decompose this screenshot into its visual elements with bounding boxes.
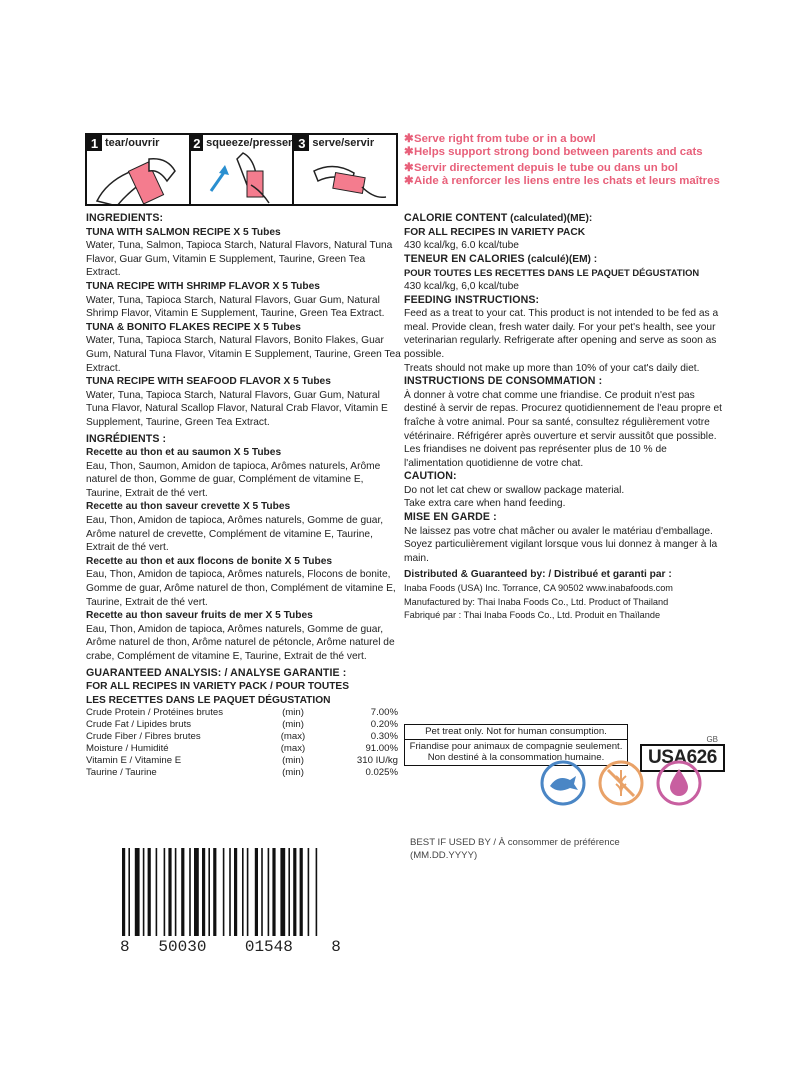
fish-badge-icon (540, 760, 586, 806)
barcode-bar (164, 848, 166, 936)
barcode (112, 848, 372, 938)
distributor-line: Manufactured by: Thai Inaba Foods Co., Ltd. Product of Thailand (404, 596, 669, 607)
calorie-heading: CALORIE CONTENT (calculated)(ME): (404, 212, 593, 224)
recipe-title: TUNA & BONITO FLAKES RECIPE X 5 Tubes (86, 321, 301, 333)
barcode-digit: 8 (331, 938, 341, 956)
barcode-bar (300, 848, 303, 936)
barcode-bar (143, 848, 145, 936)
best-by (410, 836, 620, 862)
recipe-title-fr: Recette au thon et au saumon X 5 Tubes (86, 447, 282, 459)
table-row: Vitamin E / Vitamine E (min) 310 IU/kg (86, 755, 398, 767)
calorie-heading-fr: TENEUR EN CALORIES (calculé)(EM) : (404, 252, 598, 265)
caution-text: Do not let cat chew or swallow package material. (404, 484, 625, 496)
feeding-text: Treats should not make up more than 10% of your cat's daily diet. (404, 362, 700, 374)
step-label: serve/servir (312, 137, 375, 149)
recipe-title: TUNA WITH SALMON RECIPE X 5 Tubes (86, 226, 281, 238)
recipe-title-fr: Recette au thon saveur crevette X 5 Tubes (86, 501, 291, 513)
feeding-text-fr: À donner à votre chat comme une friandise. Ce produit n'est pas destiné à servir de repas. Procurez quotidiennement de l'eau propre et fraîche à votre animal. Pour sa santé, consultez régulièrement votre vétérinaire. Réfrigérer après ouverture et servir aussitôt que possible. (404, 389, 722, 442)
barcode-bar (122, 848, 125, 936)
step-label: squeeze/presser (206, 137, 293, 149)
serve-tube-icon (294, 151, 396, 204)
barcode-bar (168, 848, 171, 936)
barcode-bar (293, 848, 296, 936)
water-drop-badge-icon (656, 760, 702, 806)
usa-code: USA626 (640, 744, 725, 772)
recipe-text: Water, Tuna, Tapioca Starch, Natural Flavors, Bonito Flakes, Guar Gum, Natural Tuna Flavor, Vitamin E Supplement, Taurine, Green Tea Extract. (86, 335, 401, 374)
ingredients-fr-heading: INGRÉDIENTS : (86, 432, 167, 445)
feeding-text: Feed as a treat to your cat. This product is not intended to be fed as a meal. Provide clean, fresh water daily. For your pet's health, see your veterinarian regularly. Refrigerate after opening and serve as soon as possible. (404, 308, 719, 360)
usage-steps (85, 133, 398, 206)
ingredients-panel (86, 212, 402, 779)
calorie-sub-fr: POUR TOUTES LES RECETTES DANS LE PAQUET DÉGUSTATION (404, 267, 700, 279)
step-tear (87, 135, 191, 204)
caution-text: Take extra care when hand feeding. (404, 498, 566, 510)
barcode-bar (189, 848, 191, 936)
recipe-text-fr: Eau, Thon, Saumon, Amidon de tapioca, Arômes naturels, Arôme naturel de thon, Gomme de guar, Complément de vitamine E, Taurine, Extrait de thé vert. (86, 460, 381, 499)
recipe-title: TUNA RECIPE WITH SHRIMP FLAVOR X 5 Tubes (86, 280, 320, 292)
barcode-digits (120, 938, 341, 956)
barcode-bar (229, 848, 231, 936)
barcode-bar (268, 848, 270, 936)
caution-text-fr: Ne laissez pas votre chat mâcher ou avaler le matériau d'emballage. Soyez particulièrement vigilant lorsque vous lui donnez à manger à la main. (404, 525, 718, 564)
info-panel (404, 212, 724, 623)
barcode-bar (128, 848, 130, 936)
feeding-heading-fr: INSTRUCTIONS DE CONSOMMATION : (404, 375, 603, 388)
barcode-digit: 8 (120, 938, 130, 956)
barcode-bar (213, 848, 216, 936)
analysis-sub: FOR ALL RECIPES IN VARIETY PACK / POUR TOUTES (86, 681, 350, 693)
best-by-label: BEST IF USED BY / À consommer de préférence (410, 837, 620, 848)
barcode-bar (242, 848, 244, 936)
barcode-bar (288, 848, 290, 936)
step-number: 2 (191, 135, 203, 151)
notice-line: Non destiné à la consommation humaine. (427, 752, 605, 763)
feeding-text-fr: Les friandises ne doivent pas représenter plus de 10 % de l'alimentation quotidienne de votre chat. (404, 444, 667, 469)
star-icon: ✱ (404, 175, 414, 187)
table-row: Taurine / Taurine (min) 0.025% (86, 767, 398, 779)
feature-badges (540, 760, 702, 806)
analysis-table (86, 707, 398, 779)
analysis-heading: GUARANTEED ANALYSIS: / ANALYSE GARANTIE : (86, 666, 347, 679)
barcode-digit-group: 50030 (158, 938, 207, 956)
calorie-value: 430 kcal/kg, 6.0 kcal/tube (404, 240, 519, 252)
table-row: Crude Fiber / Fibres brutes (max) 0.30% (86, 731, 398, 743)
promo-line: ✱Helps support strong bond between parents and cats (404, 146, 703, 158)
barcode-bar (156, 848, 158, 936)
barcode-bar (308, 848, 310, 936)
caution-heading-fr: MISE EN GARDE : (404, 511, 497, 524)
recipe-title-fr: Recette au thon et aux flocons de bonite X 5 Tubes (86, 555, 333, 567)
step-serve (294, 135, 396, 204)
step-number: 3 (294, 135, 309, 151)
code-prefix: GB (706, 735, 718, 744)
recipe-text-fr: Eau, Thon, Amidon de tapioca, Arômes naturels, Gomme de guar, Arôme naturel de thon, Arôme naturel de pétoncle, Arôme naturel de crabe, Complément de vitamine E, Taurine, Extrait de thé vert. (86, 623, 395, 662)
distributor-heading: Distributed & Guaranteed by: / Distribué et garanti par : (404, 569, 672, 581)
distributor-line: Fabriqué par : Thai Inaba Foods Co., Ltd. Produit en Thaïlande (404, 610, 661, 621)
step-squeeze (191, 135, 295, 204)
analysis-sub: LES RECETTES DANS LE PAQUET DÉGUSTATION (86, 694, 331, 706)
promo-claims (404, 133, 734, 188)
recipe-title: TUNA RECIPE WITH SEAFOOD FLAVOR X 5 Tubes (86, 376, 331, 388)
step-label: tear/ouvrir (105, 137, 160, 149)
distributor-line: Inaba Foods (USA) Inc. Torrance, CA 90502 www.inabafoods.com (404, 583, 673, 594)
barcode-bar (247, 848, 249, 936)
barcode-bar (181, 848, 184, 936)
table-row: Moisture / Humidité (max) 91.00% (86, 743, 398, 755)
feeding-heading: FEEDING INSTRUCTIONS: (404, 293, 540, 306)
recipe-text-fr: Eau, Thon, Amidon de tapioca, Arômes naturels, Gomme de guar, Arôme naturel de crevette, Complément de vitamine E, Taurine, Extrait de thé vert. (86, 515, 384, 554)
barcode-bar (261, 848, 263, 936)
table-row: Crude Protein / Protéines brutes (min) 7.00% (86, 707, 398, 719)
calorie-value-fr: 430 kcal/kg, 6,0 kcal/tube (404, 280, 519, 292)
notice-line: Pet treat only. Not for human consumption. (405, 725, 627, 740)
barcode-bar (148, 848, 151, 936)
barcode-bar (316, 848, 318, 936)
step-number: 1 (87, 135, 102, 151)
caution-heading: CAUTION: (404, 470, 457, 483)
grain-free-badge-icon (598, 760, 644, 806)
tear-tube-icon (87, 151, 191, 204)
barcode-bar (280, 848, 285, 936)
barcode-bar (175, 848, 177, 936)
notice-line: Friandise pour animaux de compagnie seulement. (409, 740, 623, 752)
barcode-bar (223, 848, 225, 936)
barcode-bar (135, 848, 140, 936)
best-by-format: (MM.DD.YYYY) (410, 850, 478, 861)
ingredients-heading: INGREDIENTS: (86, 212, 164, 224)
recipe-text-fr: Eau, Thon, Amidon de tapioca, Arômes naturels, Flocons de bonite, Gomme de guar, Arôme naturel de thon, Complément de vitamine E, Taurine, Extrait de thé vert. (86, 569, 396, 608)
promo-line: ✱Serve right from tube or in a bowl (404, 133, 596, 145)
barcode-bar (272, 848, 275, 936)
recipe-title-fr: Recette au thon saveur fruits de mer X 5 Tubes (86, 610, 313, 622)
star-icon: ✱ (404, 162, 414, 174)
recipe-text: Water, Tuna, Salmon, Tapioca Starch, Natural Flavors, Natural Tuna Flavor, Guar Gum, Vitamin E Supplement, Taurine, Green Tea Extract. (86, 240, 393, 279)
promo-line: ✱Aide à renforcer les liens entre les chats et leurs maîtres (404, 175, 720, 187)
recipe-text: Water, Tuna, Tapioca Starch, Natural Flavors, Guar Gum, Natural Tuna Flavor, Natural Scallop Flavor, Natural Crab Flavor, Vitamin E Supplement, Taurine, Green Tea Extract. (86, 389, 388, 428)
barcode-digit-group: 01548 (244, 938, 293, 956)
barcode-bar (208, 848, 210, 936)
star-icon: ✱ (404, 146, 414, 158)
barcode-bar (202, 848, 205, 936)
barcode-bar (255, 848, 258, 936)
table-row: Crude Fat / Lipides bruts (min) 0.20% (86, 719, 398, 731)
calorie-sub: FOR ALL RECIPES IN VARIETY PACK (404, 226, 586, 238)
squeeze-tube-icon (191, 151, 295, 204)
barcode-bar (194, 848, 199, 936)
recipe-text: Water, Tuna, Tapioca Starch, Natural Flavors, Guar Gum, Natural Shrimp Flavor, Vitamin E Supplement, Taurine, Green Tea Extract. (86, 294, 385, 320)
barcode-bar (234, 848, 237, 936)
star-icon: ✱ (404, 133, 414, 145)
promo-line: ✱Servir directement depuis le tube ou dans un bol (404, 162, 678, 174)
